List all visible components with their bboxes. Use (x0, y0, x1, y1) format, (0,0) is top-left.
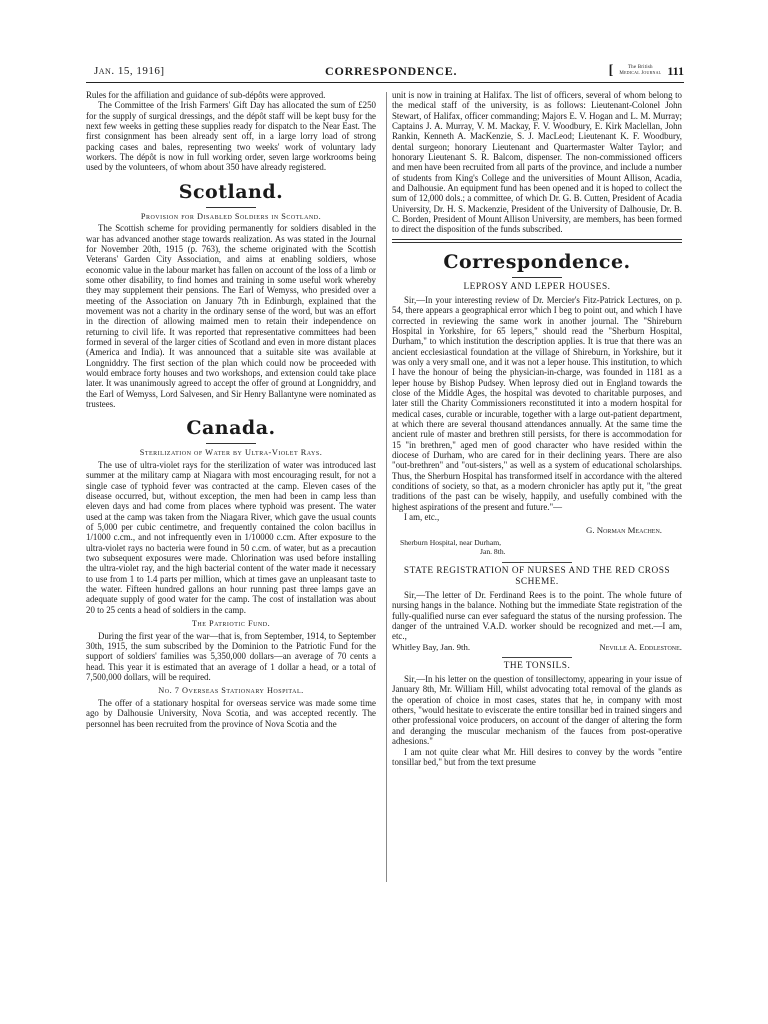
closing: I am, etc., (404, 512, 440, 523)
address-date: Jan. 8th. (480, 547, 506, 557)
paragraph: unit is now in training at Halifax. The list of officers, several of whom belong to the medical staff of the university, is as follows: Lieutenant-Colonel John Stewart, of Halifax, officer commanding; Majors E. V. Hogan and L. M. Murray; Captains J. A. Murray, V. M. Mackay, F. V. Woodbury, E. Kirk Maclellan, John Rankin, Kenneth A. MacKenzie, S. J. MacLeod; Lieutenant K. F. Woodbury, dental surgeon; honorary Lieutenant and Quartermaster Walter Taylor; and honorary Lieutenant S. R. Balcom, dispenser. The non-commissioned officers and men have been recruited from all parts of the province, and include a number of students from King's College and the universities of Mount Allison, Acadia, and Dalhousie. An equipment fund has been opened and it is hoped to collect the sum of 12,000 dols.; a committee, of which Dr. G. B. Cutten, President of Acadia University, Dr. H. S. Mackenzie, President of the University of Dalhousie, Dr. B. C. Borden, President of Mount Allison University, are members, has been formed to direct the disposition of the funds subscribed. (392, 90, 682, 235)
section-title-scotland: Scotland. (178, 180, 284, 203)
paragraph: I am not quite clear what Mr. Hill desires to convey by the words "entire tonsillar bed," but from the text presume (392, 746, 682, 767)
divider (502, 562, 572, 563)
right-column (392, 90, 682, 767)
subheading: No. 7 Overseas Stationary Hospital. (158, 686, 304, 696)
paragraph: The Scottish scheme for providing permanently for soldiers disabled in the war has advanced another stage towards realization. As was stated in the Journal for November 20th, 1915 (p. 763), the scheme originated with the Scottish Veterans' Garden City Association, and aims at enabling soldiers, whose economic value in the labour market has fallen on account of the loss of a limb or some other disability, to find homes and training in some useful work whereby they may supplement their pensions. The Earl of Wemyss, who presided over a meeting of the Association on January 7th in Edinburgh, explained that the movement was not a charity in the ordinary sense of the word, but was an effort in the direction of allowing maimed men to retain their independence on returning to civil life. It was reported that representative committees had been formed in several of the larger cities of Scotland and even in more distant places (America and India). It was announced that a suitable site was available at Longniddry. The first section of the plan which could now be proceeded with would embrace forty houses and two workshops, and extension could take place later. It was unanimously agreed to accept the offer of ground at Longniddry, and the Earl of Wemyss, Lord Salvesen, and Sir Henry Ballantyne were nominated as trustees. (86, 223, 376, 410)
subheading: Sterilization of Water by Ultra-Violet Rays. (139, 448, 323, 458)
signature-line (392, 642, 682, 653)
paragraph: Sir,—In his letter on the question of tonsillectomy, appearing in your issue of January 8th, Mr. William Hill, whilst advocating total removal of the glands as the operation of choice in most cases, states that he, in company with most others, "would hesitate to eviscerate the entire tonsillar bed in trained singers and other professional voice producers, on account of the danger of altering the form and deranging the muscular mechanism of the fauces from post-operative adhesions." (392, 674, 682, 747)
paragraph: The use of ultra-violet rays for the sterilization of water was introduced last summer at the military camp at Niagara with most encouraging result, for not a single case of typhoid fever was contracted at the camp. Eleven cases of the disease occurred, but, without exception, the men had been in camp less than eleven days and had come from places where typhoid was present. The water used at the camp was taken from the Niagara River, which gave the usual counts of 5,000 per cubic centimetre, and frequently contained the colon bacillus in 1/1000 c.cm., and not infrequently even in 1/10000 c.cm. After exposure to the ultra-violet rays no bacteria were found in 50 c.cm. of water, but as a precaution two subsequent exposures were made. Chlorination was used before installing the ultra-violet ray, and the high bacterial content of the water made it necessary to use from 1 to 1.4 parts per million, which at times gave an unpleasant taste to the water. Fifteen hundred gallons an hour running past three lamps gave an adequate supply of good water for the camp. The cost of installation was about 20 to 25 cents a head of soldiers in the camp. (86, 459, 376, 615)
paragraph: Rules for the affiliation and guidance of sub-dépôts were approved. (86, 90, 326, 100)
signature: G. Norman Meachen. (586, 525, 662, 536)
subheading: Provision for Disabled Soldiers in Scotland. (140, 211, 322, 221)
journal-mark-line-1: The British (627, 65, 653, 70)
left-column (86, 90, 376, 729)
header-right (609, 63, 684, 79)
section-rule (206, 207, 256, 208)
column-divider (386, 92, 387, 882)
section-rule (206, 443, 256, 444)
letter-heading: THE TONSILS. (503, 661, 571, 672)
page-header (86, 62, 684, 84)
divider (502, 657, 572, 658)
section-title-correspondence: Correspondence. (443, 250, 631, 273)
header-date: Jan. 15, 1916] (94, 65, 165, 77)
paragraph: Sir,—In your interesting review of Dr. Mercier's Fitz-Patrick Lectures, on p. 54, there appears a geographical error which I beg to point out, and which I have corrected in reviewing the same work in another journal. The "Shireburn Hospital in Yorkshire, for 65 lepers," should read the "Sherburn Hospital, Durham," to which institution the description applies. It is true that there was an ancient ecclesiastical foundation at the village of Shireburn, in Yorkshire, but it was only a very small one, and it was not a leper house. This institution, to which I have the honour of being the physician-in-charge, was founded in 1181 as a leper house by Bishop Pudsey. When leprosy died out in England towards the close of the Middle Ages, the hospital was devoted to charitable purposes, and later still the Charity Commissioners reconstituted it into a modern hospital for medical cases, curable or incurable, together with a large out-patient department, at which there are several thousand attendances annually. At the same time the ancient rule of master and brethren still persists, for there is accommodation for 15 "in brethren," aged men of good character who have resided within the diocese of Durham, who are cared for in their declining years. There are also "out-brethren" and "out-sisters," as well as a system of educational scholarships. Thus, the Sherburn Hospital has transformed itself in accordance with the altered conditions of society, so that, as a modern chronicler has aptly put it, "the great traditions of the past can be wisely, happily, and usefully combined with the highest aspirations of the present and future."— (392, 294, 682, 512)
header-rule (86, 82, 684, 83)
paragraph: The offer of a stationary hospital for overseas service was made some time ago by Dalhousie University, Nova Scotia, and was accepted recently. The personnel has been recruited from the province of Nova Scotia and the (86, 697, 376, 729)
paragraph: The Committee of the Irish Farmers' Gift Day has allocated the sum of £250 for the supply of surgical dressings, and the dépôt staff will be kept busy for the next few weeks in getting these supplies ready for dispatch to the Near East. The first consignment has been already sent off, in a large lorry load of strong packing cases and bales, representing two weeks' work of voluntary lady workers. The dépôt is now in full working order, seven large workrooms being used by the volunteers, of whom about 350 have already registered. (86, 100, 376, 173)
address (392, 538, 682, 557)
address-place: Whitley Bay, Jan. 9th. (392, 641, 471, 652)
letter-heading: LEPROSY AND LEPER HOUSES. (463, 281, 611, 292)
double-rule (392, 239, 682, 243)
paragraph: During the first year of the war—that is, from September, 1914, to September 30th, 1915, the sum subscribed by the Dominion to the Patriotic Fund for the support of soldiers' families was 5,350,000 dollars—an average of 70 cents a head. This year it is estimated that an average of 1 dollar a head, or a total of 7,500,000 dollars, will be required. (86, 630, 376, 682)
section-rule (512, 277, 562, 278)
subheading: The Patriotic Fund. (191, 619, 271, 629)
journal-mark (619, 65, 661, 77)
address-place: Sherburn Hospital, near Durham, (400, 537, 502, 547)
letter-heading: STATE REGISTRATION OF NURSES AND THE RED CROSS SCHEME. (403, 565, 671, 587)
page-number: 111 (667, 63, 684, 78)
header-title: CORRESPONDENCE. (325, 64, 458, 78)
section-title-canada: Canada. (186, 417, 276, 440)
paragraph: Sir,—The letter of Dr. Ferdinand Rees is to the point. The whole future of nursing hangs in the balance. Nothing but the immediate State registration of the fully-qualified nurse can ever safeguard the status of the nursing profession. The danger of the untrained V.A.D. worker should be recognized and met.—I am, etc., (392, 589, 682, 642)
header-bracket: [ (608, 63, 614, 78)
signature: Neville A. Eddlestone. (599, 641, 682, 652)
journal-mark-line-2: Medical Journal (619, 71, 662, 76)
